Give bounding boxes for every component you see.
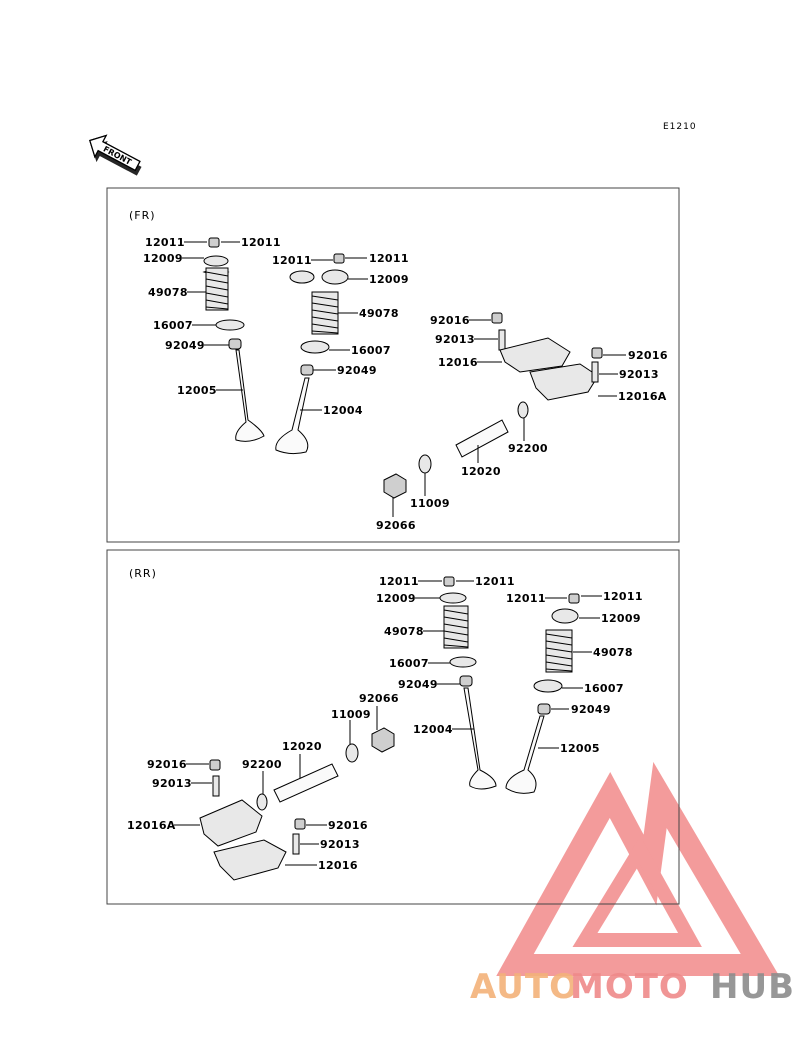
diagram-code: E1210: [663, 122, 697, 132]
rr-label-17: 12020: [282, 740, 322, 753]
fr-label-14: 12004: [323, 404, 363, 417]
rr-label-12: 92066: [359, 692, 399, 705]
rr-label-2: 12011: [475, 575, 515, 588]
rr-label-21: 12016A: [127, 819, 176, 832]
fr-label-16: 92013: [435, 333, 475, 346]
rr-label-3: 12009: [376, 592, 416, 605]
rr-label-9: 49078: [593, 646, 633, 659]
fr-label-18: 92016: [628, 349, 668, 362]
rr-label-1: 12011: [379, 575, 419, 588]
fr-label-24: 92066: [376, 519, 416, 532]
fr-label-8: 16007: [153, 319, 193, 332]
fr-label-12: 12005: [177, 384, 217, 397]
fr-label-19: 92013: [619, 368, 659, 381]
rr-label-23: 92013: [320, 838, 360, 851]
fr-section-title: (FR): [129, 209, 156, 222]
fr-label-15: 92016: [430, 314, 470, 327]
rr-label-15: 12004: [413, 723, 453, 736]
watermark-logo-icon: [515, 795, 760, 965]
fr-label-6: 49078: [148, 286, 188, 299]
rr-label-11: 16007: [584, 682, 624, 695]
fr-left-valve-assembly: [204, 238, 348, 454]
front-arrow-icon: [82, 130, 146, 182]
rr-label-19: 92200: [242, 758, 282, 771]
fr-label-13: 92049: [337, 364, 377, 377]
rr-label-24: 12016: [318, 859, 358, 872]
fr-label-1: 12011: [145, 236, 185, 249]
watermark-moto: MOTO: [570, 967, 689, 1007]
watermark-auto: AUTO: [470, 967, 579, 1007]
rr-label-8: 16007: [389, 657, 429, 670]
rr-label-4: 12011: [506, 592, 546, 605]
fr-label-17: 12016: [438, 356, 478, 369]
rr-label-7: 12009: [601, 612, 641, 625]
fr-label-5: 12011: [369, 252, 409, 265]
rr-label-18: 92016: [147, 758, 187, 771]
rr-label-16: 12005: [560, 742, 600, 755]
rr-section-title: (RR): [129, 567, 157, 580]
fr-label-2: 12011: [241, 236, 281, 249]
rr-label-13: 92049: [571, 703, 611, 716]
fr-label-11: 16007: [351, 344, 391, 357]
rr-valve-assembly: [440, 577, 579, 793]
fr-label-7: 12009: [369, 273, 409, 286]
fr-label-9: 49078: [359, 307, 399, 320]
rr-label-10: 92049: [398, 678, 438, 691]
watermark-hub: HUB: [710, 967, 795, 1007]
rr-label-5: 12011: [603, 590, 643, 603]
watermark-text: [470, 967, 795, 1007]
rr-label-22: 92016: [328, 819, 368, 832]
rr-label-6: 49078: [384, 625, 424, 638]
fr-label-20: 12016A: [618, 390, 667, 403]
fr-label-22: 12020: [461, 465, 501, 478]
rr-label-20: 92013: [152, 777, 192, 790]
fr-label-23: 11009: [410, 497, 450, 510]
front-label: FRONT: [101, 144, 133, 167]
fr-label-4: 12011: [272, 254, 312, 267]
rr-label-14: 11009: [331, 708, 371, 721]
fr-label-10: 92049: [165, 339, 205, 352]
fr-label-3: 12009: [143, 252, 183, 265]
fr-label-21: 92200: [508, 442, 548, 455]
